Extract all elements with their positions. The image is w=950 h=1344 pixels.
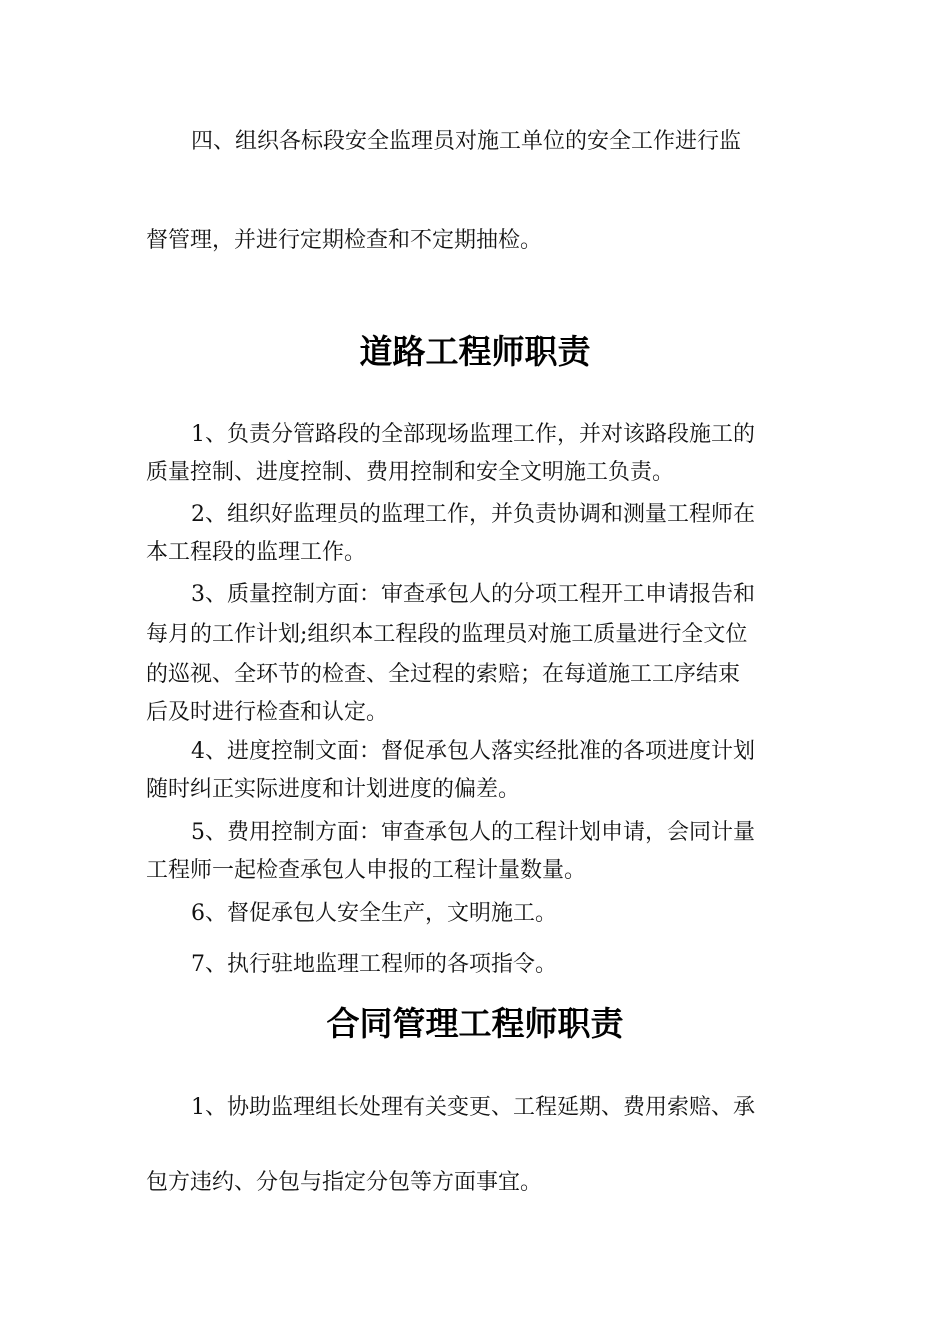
list-item bbox=[146, 814, 808, 890]
list-item-line: 工程师一起检查承包人申报的工程计量数量。 bbox=[146, 858, 587, 883]
list-item-cont bbox=[146, 1164, 808, 1202]
list-item bbox=[146, 895, 808, 933]
list-item-line: 随时纠正实际进度和计划进度的偏差。 bbox=[146, 777, 521, 802]
list-item-line: 质量控制、进度控制、费用控制和安全文明施工负责。 bbox=[146, 460, 675, 485]
list-item bbox=[146, 416, 808, 492]
list-item bbox=[146, 946, 808, 984]
list-item-line: 6、督促承包人安全生产，文明施工。 bbox=[191, 901, 557, 926]
list-item-line: 每月的工作计划;组织本工程段的监理员对施工质量进行全文位 bbox=[146, 622, 748, 647]
list-item-line: 的巡视、全环节的检查、全过程的索赔；在每道施工工序结束 bbox=[146, 662, 741, 687]
section-title-road-engineer: 道路工程师职责 bbox=[359, 332, 591, 371]
list-item-line: 7、执行驻地监理工程师的各项指令。 bbox=[191, 952, 557, 977]
section-title-contract-engineer: 合同管理工程师职责 bbox=[326, 1004, 624, 1043]
list-item-line: 1、协助监理组长处理有关变更、工程延期、费用索赔、承 bbox=[191, 1095, 755, 1120]
list-item-line: 3、质量控制方面：审查承包人的分项工程开工申请报告和 bbox=[191, 582, 755, 607]
list-item-line: 2、组织好监理员的监理工作，并负责协调和测量工程师在 bbox=[191, 502, 755, 527]
intro-paragraph-cont bbox=[146, 222, 808, 260]
list-item-line: 本工程段的监理工作。 bbox=[146, 540, 367, 565]
intro-paragraph bbox=[146, 123, 808, 161]
list-item bbox=[146, 733, 808, 809]
list-item bbox=[146, 496, 808, 572]
list-item bbox=[146, 1089, 808, 1127]
list-item-line: 1、负责分管路段的全部现场监理工作，并对该路段施工的 bbox=[191, 422, 755, 447]
intro-line-2: 督管理，并进行定期检查和不定期抽检。 bbox=[146, 228, 543, 253]
list-item-line: 后及时进行检查和认定。 bbox=[146, 700, 389, 725]
list-item-line: 4、进度控制文面：督促承包人落实经批准的各项进度计划 bbox=[191, 739, 755, 764]
list-item bbox=[146, 576, 808, 732]
intro-line-1: 四、组织各标段安全监理员对施工单位的安全工作进行监 bbox=[191, 129, 742, 154]
list-item-line: 包方违约、分包与指定分包等方面事宜。 bbox=[146, 1170, 543, 1195]
list-item-line: 5、费用控制方面：审查承包人的工程计划申请，会同计量 bbox=[191, 820, 755, 845]
